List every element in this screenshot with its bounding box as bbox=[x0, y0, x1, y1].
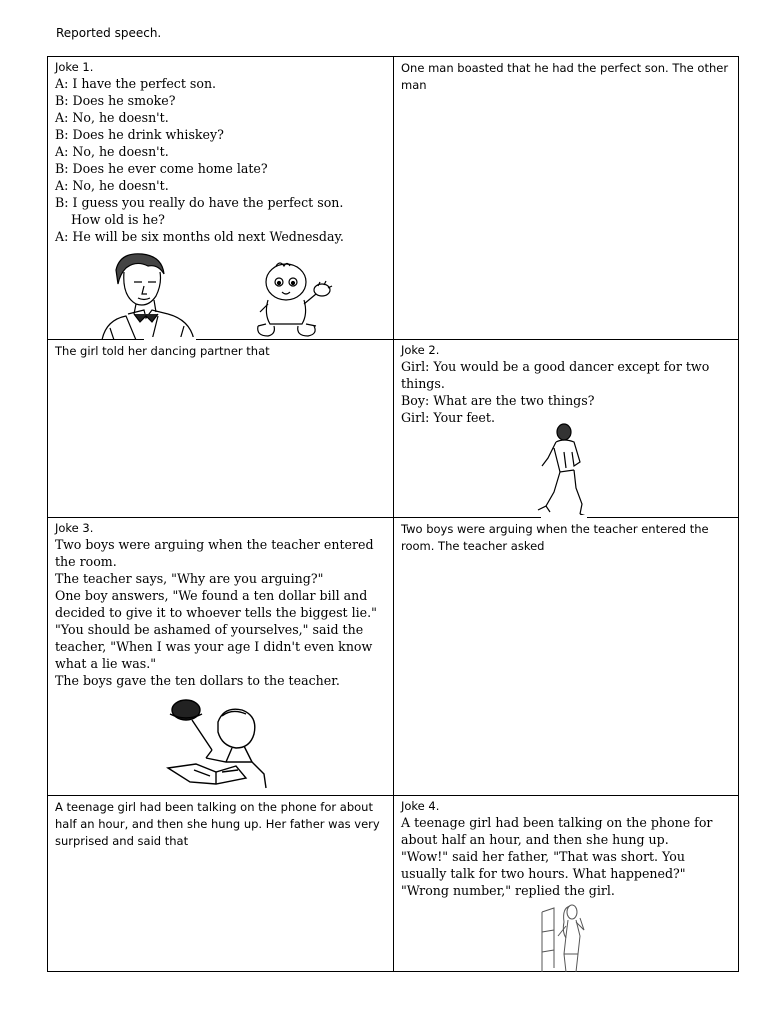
story-line: The teacher says, "Why are you arguing?" bbox=[55, 571, 324, 586]
dialog-line: Boy: What are the two things? bbox=[401, 393, 595, 408]
joke3-heading: Joke 3. bbox=[55, 521, 94, 535]
dialog-line: A: No, he doesn't. bbox=[55, 110, 169, 125]
border-gap bbox=[541, 515, 587, 518]
man-sketch-icon bbox=[96, 250, 198, 339]
girl-phone-sketch-icon bbox=[536, 902, 596, 972]
joke1-dialog bbox=[55, 75, 386, 245]
dialog-line: Girl: You would be a good dancer except for two things. bbox=[401, 359, 710, 391]
joke3-cell bbox=[48, 518, 393, 795]
joke2-dialog bbox=[401, 358, 732, 426]
joke2-prompt: The girl told her dancing partner that bbox=[55, 344, 270, 358]
dialog-line: A: No, he doesn't. bbox=[55, 144, 169, 159]
dialog-line: B: Does he drink whiskey? bbox=[55, 127, 224, 142]
joke1-prompt-cell bbox=[394, 57, 739, 339]
joke1-cell bbox=[48, 57, 393, 339]
baby-sketch-icon bbox=[254, 260, 338, 338]
joke4-cell bbox=[394, 796, 739, 972]
joke4-prompt: A teenage girl had been talking on the phone for about half an hour, and then she hung up. Her father was very surprised and said that bbox=[55, 800, 380, 848]
page-title: Reported speech. bbox=[56, 26, 162, 40]
joke3-prompt: Two boys were arguing when the teacher entered the room. The teacher asked bbox=[401, 522, 709, 553]
story-line: "Wrong number," replied the girl. bbox=[401, 883, 615, 898]
dialog-line: Girl: Your feet. bbox=[401, 410, 495, 425]
border-gap bbox=[144, 337, 196, 340]
dialog-line: A: I have the perfect son. bbox=[55, 76, 217, 91]
teacher-reading-sketch-icon bbox=[166, 692, 278, 792]
story-line: The boys gave the ten dollars to the teacher. bbox=[55, 673, 340, 688]
dialog-line: B: I guess you really do have the perfect son. bbox=[55, 195, 344, 210]
story-line: "You should be ashamed of yourselves," said the teacher, "When I was your age I didn't even know what a lie was." bbox=[55, 622, 373, 671]
joke1-prompt: One man boasted that he had the perfect son. The other man bbox=[401, 61, 729, 92]
story-line: A teenage girl had been talking on the phone for about half an hour, and then she hung up. bbox=[401, 815, 713, 847]
story-line: Two boys were arguing when the teacher entered the room. bbox=[55, 537, 374, 569]
joke2-heading: Joke 2. bbox=[401, 343, 440, 357]
dialog-line: B: Does he smoke? bbox=[55, 93, 176, 108]
story-line: "Wow!" said her father, "That was short. You usually talk for two hours. What happened?" bbox=[401, 849, 686, 881]
joke2-cell bbox=[394, 340, 739, 517]
dialog-line: How old is he? bbox=[71, 212, 165, 227]
story-line: One boy answers, "We found a ten dollar bill and decided to give it to whoever tells the biggest lie." bbox=[55, 588, 377, 620]
jokes-table bbox=[47, 56, 739, 972]
joke4-heading: Joke 4. bbox=[401, 799, 440, 813]
joke4-text bbox=[401, 814, 732, 899]
dialog-line: A: He will be six months old next Wednesday. bbox=[55, 229, 344, 244]
joke4-prompt-cell bbox=[48, 796, 393, 972]
joke1-heading: Joke 1. bbox=[55, 60, 94, 74]
dancer-sketch-icon bbox=[534, 422, 592, 517]
dialog-line: A: No, he doesn't. bbox=[55, 178, 169, 193]
joke3-text bbox=[55, 536, 386, 689]
dialog-line: B: Does he ever come home late? bbox=[55, 161, 268, 176]
joke3-prompt-cell bbox=[394, 518, 739, 795]
joke2-prompt-cell bbox=[48, 340, 393, 517]
